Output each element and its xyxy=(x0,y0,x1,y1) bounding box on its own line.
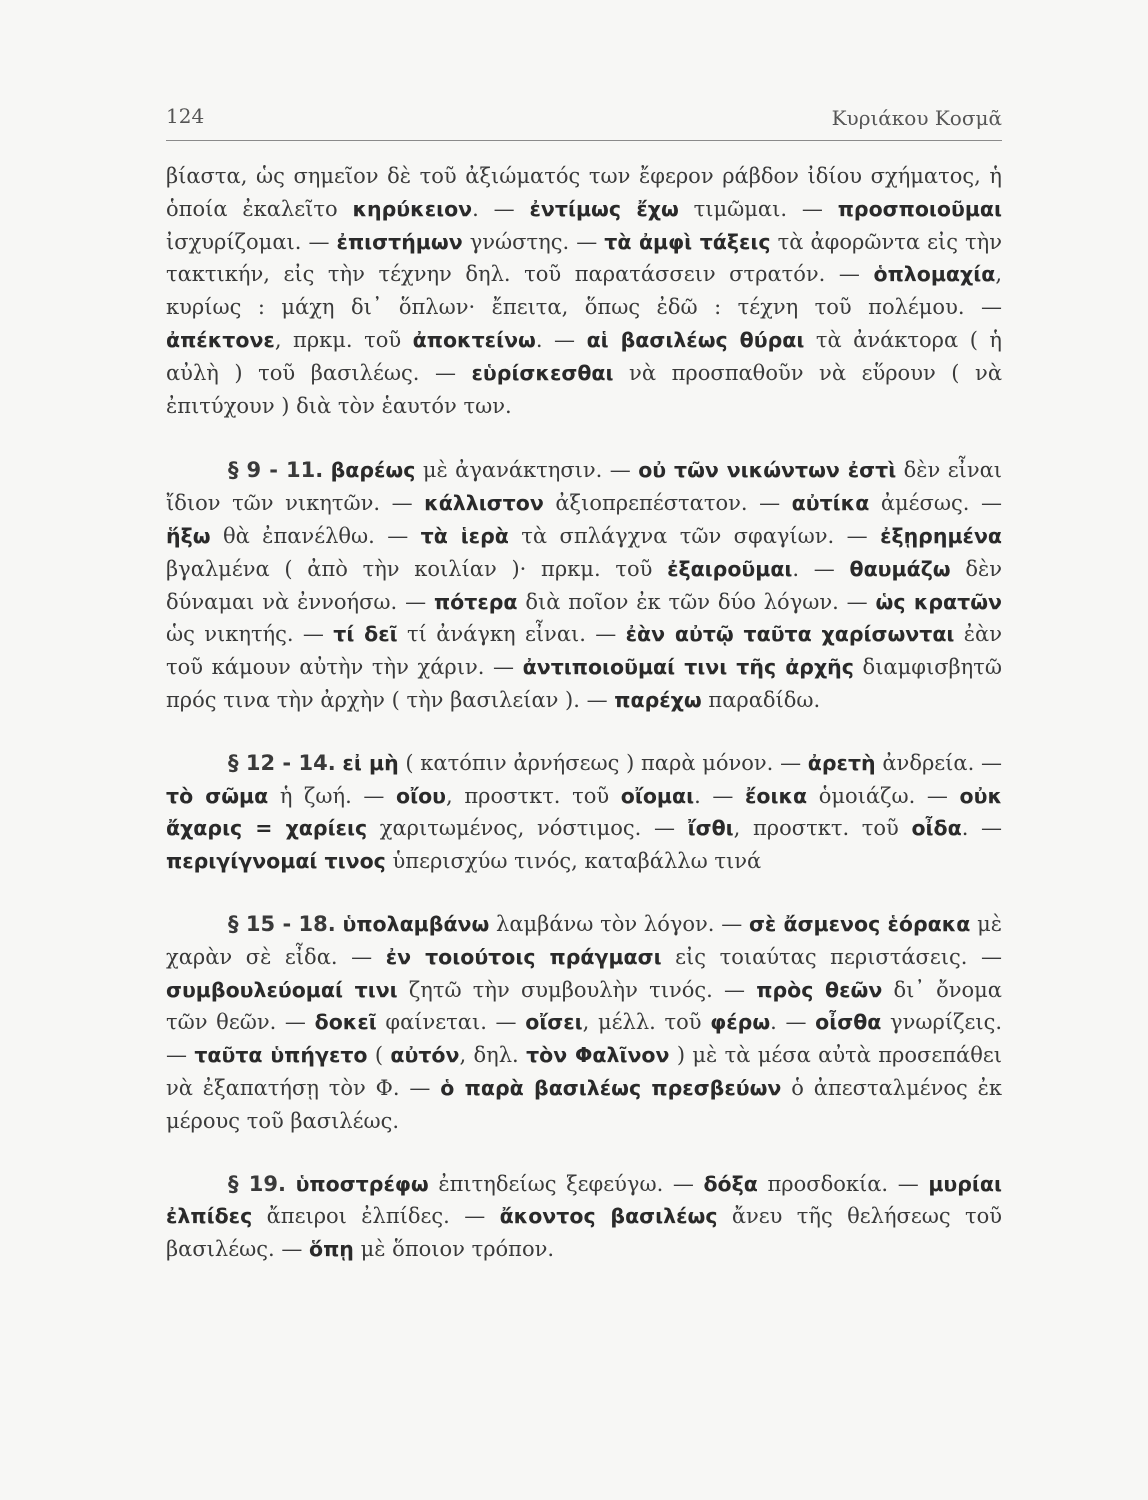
gloss: μὲ χαρὰν σὲ εἶδα. — xyxy=(166,911,1003,969)
lemma: ὅπῃ xyxy=(309,1237,354,1262)
lemma: ἀποκτείνω xyxy=(412,327,536,352)
lemma: ὑπολαμβάνω xyxy=(342,911,490,936)
gloss: δὲν δύναμαι νὰ ἐννοήσω. — xyxy=(166,556,1003,614)
gloss: βίαστα, ὡς σημεῖον δὲ τοῦ ἀξιώματός των ἔφερον ράβδον ἰδίου σχήματος, ἡ ὁποία ἐκαλεῖτο xyxy=(166,164,1002,221)
gloss: μὲ ὅποιον τρόπον. xyxy=(353,1237,555,1262)
lemma: ἄκοντος βασιλέως xyxy=(499,1204,718,1229)
lemma: αὐτόν xyxy=(390,1043,460,1068)
gloss: ζητῶ τὴν συμβουλὴν τινός. — xyxy=(397,977,757,1002)
lemma: μυρίαι ἐλπίδες xyxy=(166,1171,1002,1229)
gloss: λαμβάνω τὸν λόγον. — xyxy=(489,911,749,936)
gloss: χαριτωμένος, νόστιμος. — xyxy=(367,816,688,841)
lemma: οἶδα xyxy=(911,816,962,841)
paragraph-section-19 xyxy=(166,1168,1002,1266)
gloss: , μέλλ. τοῦ xyxy=(582,1010,711,1035)
lemma: ἔοικα xyxy=(744,783,808,808)
lemma: οἶσθα xyxy=(815,1010,882,1035)
paragraph-1 xyxy=(166,160,1002,422)
gloss: , πρκμ. τοῦ xyxy=(274,327,413,352)
gloss: βγαλμένα ( ἀπὸ τὴν κοιλίαν )· πρκμ. τοῦ xyxy=(166,556,668,581)
lemma: ἀντιποιοῦμαί τινι τῆς ἀρχῆς xyxy=(522,655,854,680)
section-reference: § 19. xyxy=(228,1171,286,1196)
lemma: οἴου xyxy=(396,783,447,808)
lemma: οἴομαι xyxy=(620,783,695,808)
lemma: τὰ ἀμφὶ τάξεις xyxy=(604,229,771,254)
page-number: 124 xyxy=(166,104,205,128)
gloss: . — xyxy=(472,196,530,221)
gloss: τὰ ἀνάκτορα ( ἡ αὐλὴ ) τοῦ βασιλέως. — xyxy=(166,327,1002,385)
lemma: ἐντίμως ἔχω xyxy=(529,196,679,221)
gloss: . — xyxy=(694,783,745,808)
lemma: ἀπέκτονε xyxy=(166,327,275,352)
gloss: ἄνευ τῆς θελήσεως τοῦ βασιλέως. — xyxy=(166,1204,1003,1262)
lemma: τί δεῖ xyxy=(333,622,398,647)
gloss: τὰ σπλάγχνα τῶν σφαγίων. — xyxy=(508,523,881,548)
lemma: δόξα xyxy=(703,1171,758,1196)
gloss: ἡ ζωή. — xyxy=(268,783,397,808)
lemma: ὑποστρέφω xyxy=(295,1171,429,1196)
gloss: διὰ ποῖον ἐκ τῶν δύο λόγων. — xyxy=(517,589,876,614)
header-rule xyxy=(166,140,1002,141)
gloss: ἀξιοπρεπέστατον. — xyxy=(543,491,792,516)
lemma: ἐν τοιούτοις πράγμασι xyxy=(385,944,662,969)
lemma: ἐξῃρημένα xyxy=(880,523,1002,548)
lemma: εἰ μὴ xyxy=(342,750,399,775)
lemma: ταῦτα ὑπήγετο xyxy=(194,1043,368,1068)
section-reference: § 9 - 11. xyxy=(228,458,324,483)
gloss: εἰς τοιαύτας περιστάσεις. — xyxy=(661,944,1002,969)
gloss: ἰσχυρίζομαι. — xyxy=(166,229,337,254)
lemma: ἐξαιροῦμαι xyxy=(667,556,793,581)
gloss: διαμφισβητῶ πρός τινα τὴν ἀρχὴν ( τὴν βασιλείαν ). — xyxy=(166,655,1002,712)
gloss: δὲν εἶναι ἴδιον τῶν νικητῶν. — xyxy=(166,458,1002,516)
lemma: πότερα xyxy=(433,589,518,614)
gloss: . — xyxy=(961,816,1003,841)
gloss: , κυρίως : μάχη δι᾽ ὅπλων· ἔπειτα, ὅπως ἐδῶ : τέχνη τοῦ πολέμου. — xyxy=(166,262,1002,320)
lemma: βαρέως xyxy=(330,458,416,483)
paragraph-section-12-14 xyxy=(166,747,1002,878)
lemma: περιγίγνομαί τινος xyxy=(166,849,386,874)
section-reference: § 15 - 18. xyxy=(228,911,336,936)
gloss: θὰ ἐπανέλθω. — xyxy=(210,523,421,548)
lemma: οὐ τῶν νικώντων ἐστὶ xyxy=(638,458,897,483)
commentary-text xyxy=(166,160,1002,1296)
lemma: ὡς κρατῶν xyxy=(875,589,1003,614)
lemma: αὐτίκα xyxy=(791,491,870,516)
lemma: δοκεῖ xyxy=(314,1010,377,1035)
lemma: τὸ σῶμα xyxy=(166,783,269,808)
lemma: φέρω xyxy=(710,1010,771,1035)
lemma: ἥξω xyxy=(166,523,211,548)
lemma: κηρύκειον xyxy=(352,196,473,221)
lemma: θαυμάζω xyxy=(849,556,951,581)
lemma: ὁ παρὰ βασιλέως πρεσβεύων xyxy=(440,1075,782,1100)
gloss: παραδίδω. xyxy=(701,687,821,712)
lemma: ἀρετὴ xyxy=(807,750,876,775)
gloss: γνώστης. — xyxy=(462,229,605,254)
gloss: ( κατόπιν ἀρνήσεως ) παρὰ μόνον. — xyxy=(398,750,808,775)
gloss: . — xyxy=(770,1010,816,1035)
gloss: ( xyxy=(367,1043,391,1068)
gloss: ἄπειροι ἐλπίδες. — xyxy=(252,1204,500,1229)
lemma: εὑρίσκεσθαι xyxy=(471,360,614,385)
gloss: , προστκτ. τοῦ xyxy=(446,783,621,808)
lemma: προσποιοῦμαι xyxy=(837,196,1002,221)
lemma: ὁπλομαχία xyxy=(873,262,996,287)
gloss: τιμῶμαι. — xyxy=(678,196,838,221)
gloss: . — xyxy=(535,327,587,352)
lemma: τὰ ἱερὰ xyxy=(420,523,509,548)
lemma: οὐκ ἄχαρις = χαρίεις xyxy=(166,783,1003,841)
gloss: , δηλ. xyxy=(459,1043,527,1068)
gloss: ὑπερισχύω τινός, καταβάλλω τινά xyxy=(385,849,762,874)
gloss: ὁ ἀπεσταλμένος ἐκ μέρους τοῦ βασιλέως. xyxy=(166,1075,1003,1133)
gloss: γνωρίζεις. — xyxy=(166,1010,1003,1068)
gloss: προσδοκία. — xyxy=(757,1171,929,1196)
lemma: πρὸς θεῶν xyxy=(756,977,883,1002)
lemma: κάλλιστον xyxy=(424,491,544,516)
gloss: ) μὲ τὰ μέσα αὐτὰ προσεπάθει νὰ ἐξαπατήσῃ τὸν Φ. — xyxy=(166,1043,1002,1100)
lemma: αἱ βασιλέως θύραι xyxy=(586,327,805,352)
running-title: Κυριάκου Κοσμᾶ xyxy=(831,106,1002,130)
gloss: ἐπιτηδείως ξεφεύγω. — xyxy=(428,1171,704,1196)
gloss: ὡς νικητής. — xyxy=(166,622,334,647)
lemma: παρέχω xyxy=(614,687,702,712)
lemma: συμβουλεύομαί τινι xyxy=(166,977,398,1002)
gloss: μὲ ἀγανάκτησιν. — xyxy=(415,458,639,483)
gloss: δι᾽ ὄνομα τῶν θεῶν. — xyxy=(166,977,1002,1035)
gloss: τί ἀνάγκη εἶναι. — xyxy=(397,622,626,647)
gloss: , προστκτ. τοῦ xyxy=(733,816,912,841)
lemma: οἴσει xyxy=(525,1010,583,1035)
gloss: ἐὰν τοῦ κάμουν αὐτὴν τὴν χάριν. — xyxy=(166,622,1002,680)
gloss: ὁμοιάζω. — xyxy=(807,783,960,808)
gloss: νὰ προσπαθοῦν νὰ εὕρουν ( νὰ ἐπιτύχουν ) διὰ τὸν ἑαυτόν των. xyxy=(166,360,1002,418)
paragraph-section-9-11 xyxy=(166,454,1002,716)
lemma: σὲ ἄσμενος ἑόρακα xyxy=(748,911,971,936)
gloss: ἀμέσως. — xyxy=(869,491,1002,516)
gloss: ἀνδρεία. — xyxy=(875,750,1002,775)
gloss: . — xyxy=(792,556,850,581)
lemma: ἴσθι xyxy=(687,816,734,841)
lemma: ἐὰν αὐτῷ ταῦτα χαρίσωνται xyxy=(625,622,955,647)
lemma: τὸν Φαλῖνον xyxy=(526,1043,670,1068)
paragraph-section-15-18 xyxy=(166,908,1002,1138)
section-reference: § 12 - 14. xyxy=(228,750,336,775)
gloss: φαίνεται. — xyxy=(376,1010,526,1035)
lemma: ἐπιστήμων xyxy=(336,229,463,254)
gloss: τὰ ἀφορῶντα εἰς τὴν τακτικήν, εἰς τὴν τέχνην δηλ. τοῦ παρατάσσειν στρατόν. — xyxy=(166,229,1002,287)
